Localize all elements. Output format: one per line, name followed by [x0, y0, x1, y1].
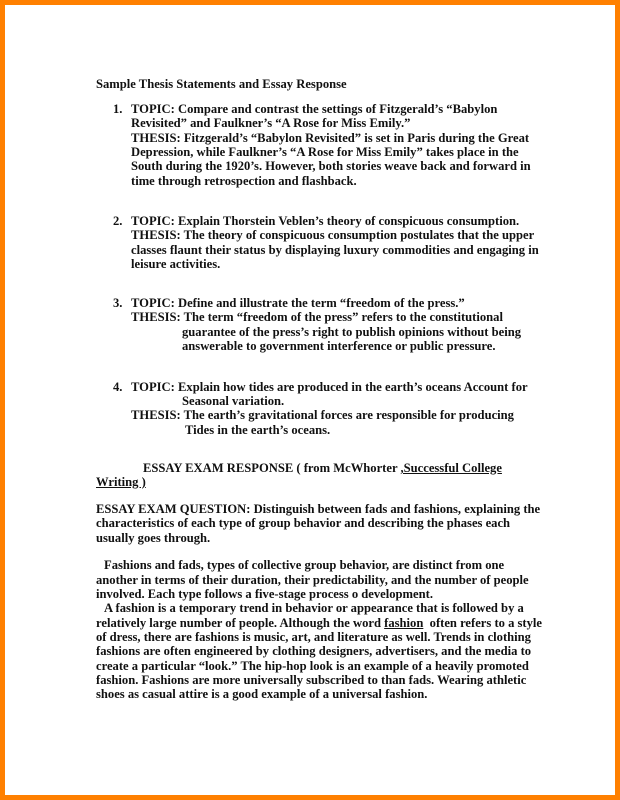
essay-question-cont: characteristics of each type of group behavior and describing the phases each [96, 516, 511, 530]
response-line: create a particular “look.” The hip-hop look is an example of a heavily promoted [96, 659, 529, 673]
essay-heading [143, 461, 502, 475]
book-title: ,Successful College [400, 461, 502, 475]
item-number: 4. [113, 380, 123, 394]
item-1-thesis-cont: South during the 1920’s. However, both stories weave back and forward in [131, 159, 531, 173]
response-line: shoes as casual attire is a good example of a universal fashion. [96, 687, 428, 701]
item-1-thesis: THESIS: Fitzgerald’s “Babylon Revisited” is set in Paris during the Great [131, 131, 530, 145]
item-2-thesis: THESIS: The theory of conspicuous consumption postulates that the upper [131, 228, 535, 242]
essay-heading-prefix: ESSAY EXAM RESPONSE ( from McWhorter [143, 461, 401, 475]
item-number: 3. [113, 296, 123, 310]
item-number: 1. [113, 102, 123, 116]
response-line: fashions are often engineered by clothing designers, advertisers, and the media to [96, 644, 532, 658]
emphasized-word: fashion [384, 616, 424, 630]
response-text: often refers to a style [423, 616, 543, 630]
document-title: Sample Thesis Statements and Essay Response [96, 77, 347, 91]
response-line: involved. Each type follows a five-stage process o development. [96, 587, 433, 601]
item-4-thesis-cont: Tides in the earth’s oceans. [185, 423, 331, 437]
response-line: A fashion is a temporary trend in behavior or appearance that is followed by a [104, 601, 524, 615]
item-1-topic-cont: Revisited” and Faulkner’s “A Rose for Miss Emily.” [131, 116, 411, 130]
response-line: fashion. Fashions are more universally subscribed to than fads. Wearing athletic [96, 673, 527, 687]
book-title-cont: Writing ) [96, 475, 146, 489]
response-line: of dress, there are fashions is music, art, and literature as well. Trends in clothing [96, 630, 531, 644]
essay-question: ESSAY EXAM QUESTION: Distinguish between fads and fashions, explaining the [96, 502, 541, 516]
item-1-topic: TOPIC: Compare and contrast the settings of Fitzgerald’s “Babylon [131, 102, 498, 116]
item-1-thesis-cont: time through retrospection and flashback. [131, 174, 357, 188]
item-3-thesis-cont: guarantee of the press’s right to publish opinions without being [182, 325, 522, 339]
item-2-thesis-cont: classes flaunt their status by displaying luxury commodities and engaging in [131, 243, 539, 257]
item-3-thesis-cont: answerable to government interference or public pressure. [182, 339, 496, 353]
item-2-thesis-cont: leisure activities. [131, 257, 221, 271]
response-line: Fashions and fads, types of collective group behavior, are distinct from one [104, 558, 505, 572]
response-line: another in terms of their duration, their predictability, and the number of people [96, 573, 529, 587]
item-number: 2. [113, 214, 123, 228]
item-4-topic-cont: Seasonal variation. [182, 394, 285, 408]
item-4-topic: TOPIC: Explain how tides are produced in the earth’s oceans Account for [131, 380, 528, 394]
item-4-thesis: THESIS: The earth’s gravitational forces are responsible for producing [131, 408, 514, 422]
item-3-topic: TOPIC: Define and illustrate the term “freedom of the press.” [131, 296, 465, 310]
item-3-thesis: THESIS: The term “freedom of the press” refers to the constitutional [131, 310, 503, 324]
essay-question-cont: usually goes through. [96, 531, 211, 545]
response-line [96, 616, 542, 630]
item-1-thesis-cont: Depression, while Faulkner’s “A Rose for Miss Emily” takes place in the [131, 145, 519, 159]
item-2-topic: TOPIC: Explain Thorstein Veblen’s theory of conspicuous consumption. [131, 214, 520, 228]
response-text: relatively large number of people. Although the word [96, 616, 385, 630]
